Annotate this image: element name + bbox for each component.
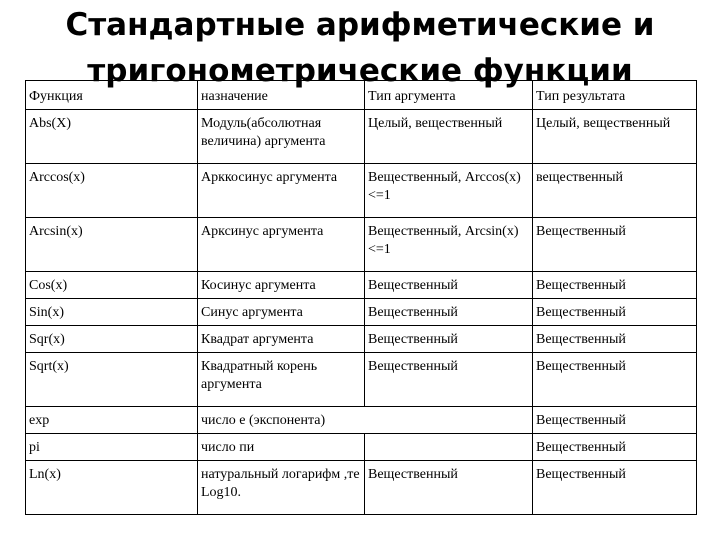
function-cell: Abs(X): [26, 110, 198, 164]
function-cell: Sin(x): [26, 299, 198, 326]
argument-type-cell: Вещественный, Arcsin(x)<=1: [365, 218, 533, 272]
purpose-cell: Модуль(абсолютная величина) аргумента: [198, 110, 365, 164]
table-row: [26, 434, 697, 461]
result-type-cell: Целый, вещественный: [533, 110, 697, 164]
purpose-cell: Квадрат аргумента: [198, 326, 365, 353]
function-cell: Ln(x): [26, 461, 198, 515]
argument-type-cell: Вещественный: [365, 299, 533, 326]
table-row: [26, 299, 697, 326]
functions-table: [25, 80, 697, 515]
table-row: [26, 218, 697, 272]
function-cell: Sqr(x): [26, 326, 198, 353]
result-type-cell: Вещественный: [533, 353, 697, 407]
purpose-cell: Арккосинус аргумента: [198, 164, 365, 218]
header-cell-result-type: Тип результата: [533, 81, 697, 110]
header-cell-purpose: назначение: [198, 81, 365, 110]
function-cell: Arcsin(x): [26, 218, 198, 272]
function-cell: Arccos(x): [26, 164, 198, 218]
purpose-cell: натуральный логарифм ,те Log10.: [198, 461, 365, 515]
purpose-cell: число е (экспонента): [198, 407, 533, 434]
table-row: [26, 110, 697, 164]
header-cell-function: Функция: [26, 81, 198, 110]
slide-title-line-2: тригонометрические функции: [87, 53, 633, 89]
argument-type-cell: Вещественный: [365, 326, 533, 353]
table-row: [26, 461, 697, 515]
purpose-cell: число пи: [198, 434, 365, 461]
result-type-cell: Вещественный: [533, 299, 697, 326]
result-type-cell: Вещественный: [533, 326, 697, 353]
purpose-cell: Квадратный корень аргумента: [198, 353, 365, 407]
table-header-row: [26, 81, 697, 110]
argument-type-cell: Целый, вещественный: [365, 110, 533, 164]
argument-type-cell: Вещественный: [365, 461, 533, 515]
table-row: [26, 407, 697, 434]
argument-type-cell: Вещественный, Arccos(x)<=1: [365, 164, 533, 218]
function-cell: Cos(x): [26, 272, 198, 299]
argument-type-cell: Вещественный: [365, 272, 533, 299]
function-cell: exp: [26, 407, 198, 434]
result-type-cell: Вещественный: [533, 434, 697, 461]
table-row: [26, 164, 697, 218]
result-type-cell: Вещественный: [533, 461, 697, 515]
purpose-cell: Арксинус аргумента: [198, 218, 365, 272]
argument-type-cell: Вещественный: [365, 353, 533, 407]
header-cell-argument-type: Тип аргумента: [365, 81, 533, 110]
result-type-cell: вещественный: [533, 164, 697, 218]
result-type-cell: Вещественный: [533, 218, 697, 272]
slide-title-line-1: Стандартные арифметические и: [65, 7, 655, 43]
result-type-cell: Вещественный: [533, 407, 697, 434]
result-type-cell: Вещественный: [533, 272, 697, 299]
purpose-cell: Синус аргумента: [198, 299, 365, 326]
function-cell: pi: [26, 434, 198, 461]
purpose-cell: Косинус аргумента: [198, 272, 365, 299]
table-row: [26, 353, 697, 407]
function-cell: Sqrt(x): [26, 353, 198, 407]
argument-type-cell: [365, 434, 533, 461]
table-row: [26, 326, 697, 353]
table-row: [26, 272, 697, 299]
